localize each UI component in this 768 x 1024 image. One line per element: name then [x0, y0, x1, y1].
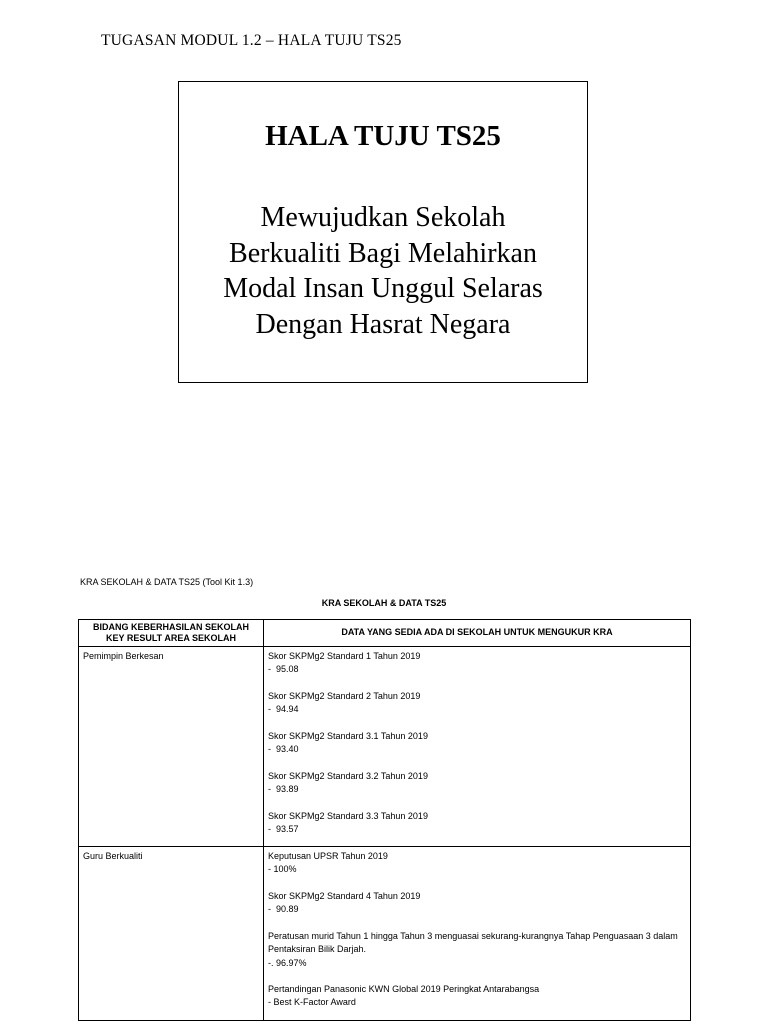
- data-item-label: Skor SKPMg2 Standard 3.3 Tahun 2019: [268, 810, 428, 821]
- header-kra-line: BIDANG KEBERHASILAN SEKOLAH: [92, 621, 249, 632]
- data-item: [268, 983, 686, 1010]
- document-heading: TUGASAN MODUL 1.2 – HALA TUJU TS25: [101, 32, 402, 49]
- data-item-value: - 93.57: [268, 823, 299, 834]
- data-item: [268, 850, 686, 877]
- data-item: [268, 730, 686, 757]
- vision-statement-line: Mewujudkan Sekolah: [260, 202, 506, 233]
- data-item-label: Skor SKPMg2 Standard 1 Tahun 2019: [268, 651, 421, 661]
- data-item: [268, 890, 686, 917]
- data-item-label: Peratusan murid Tahun 1 hingga Tahun 3 menguasai sekurang-kurangnya Tahap Penguasaan 3 dalam Pentaksiran Bilik Darjah.: [268, 930, 678, 955]
- table-row: [79, 847, 691, 1021]
- data-item-label: Pertandingan Panasonic KWN Global 2019 Peringkat Antarabangsa: [268, 984, 540, 995]
- table-title: KRA SEKOLAH & DATA TS25: [321, 598, 447, 608]
- data-item: [268, 770, 686, 797]
- data-item-label: Skor SKPMg2 Standard 4 Tahun 2019: [268, 891, 421, 902]
- data-item-value: - 93.40: [268, 744, 299, 755]
- kra-area-cell: Pemimpin Berkesan: [79, 647, 264, 847]
- data-item-value: - Best K-Factor Award: [268, 997, 356, 1008]
- kra-area-cell: Guru Berkualiti: [79, 847, 264, 1021]
- data-item: [268, 650, 686, 677]
- data-item-value: - 90.89: [268, 904, 299, 915]
- vision-statement: [179, 200, 587, 342]
- kra-table: [78, 619, 691, 1021]
- data-item-label: Skor SKPMg2 Standard 2 Tahun 2019: [268, 690, 421, 701]
- data-item-value: - 95.08: [268, 664, 299, 675]
- header-kra-line: KEY RESULT AREA SEKOLAH: [105, 633, 236, 643]
- vision-title: HALA TUJU TS25: [265, 120, 501, 152]
- data-item-value: -. 96.97%: [268, 957, 307, 968]
- data-item-label: Keputusan UPSR Tahun 2019: [268, 851, 388, 862]
- data-item-value: - 100%: [268, 864, 297, 875]
- data-item: [268, 930, 686, 970]
- header-data-column: DATA YANG SEDIA ADA DI SEKOLAH UNTUK MENGUKUR KRA: [264, 620, 691, 647]
- data-item-label: Skor SKPMg2 Standard 3.1 Tahun 2019: [268, 730, 428, 741]
- data-item-label: Skor SKPMg2 Standard 3.2 Tahun 2019: [268, 770, 428, 781]
- header-kra-column: [79, 620, 264, 647]
- vision-statement-line: Berkualiti Bagi Melahirkan: [229, 237, 537, 269]
- data-item-value: - 93.89: [268, 783, 299, 794]
- data-item: [268, 810, 686, 837]
- toolkit-caption: KRA SEKOLAH & DATA TS25 (Tool Kit 1.3): [80, 577, 254, 587]
- kra-data-cell: [264, 647, 691, 847]
- table-row: [79, 647, 691, 847]
- data-item: [268, 690, 686, 717]
- vision-box: [178, 81, 588, 383]
- vision-statement-line: Dengan Hasrat Negara: [255, 308, 511, 340]
- kra-data-cell: [264, 847, 691, 1021]
- table-header-row: [79, 620, 691, 647]
- vision-statement-line: Modal Insan Unggul Selaras: [223, 273, 543, 304]
- data-item-value: - 94.94: [268, 704, 299, 715]
